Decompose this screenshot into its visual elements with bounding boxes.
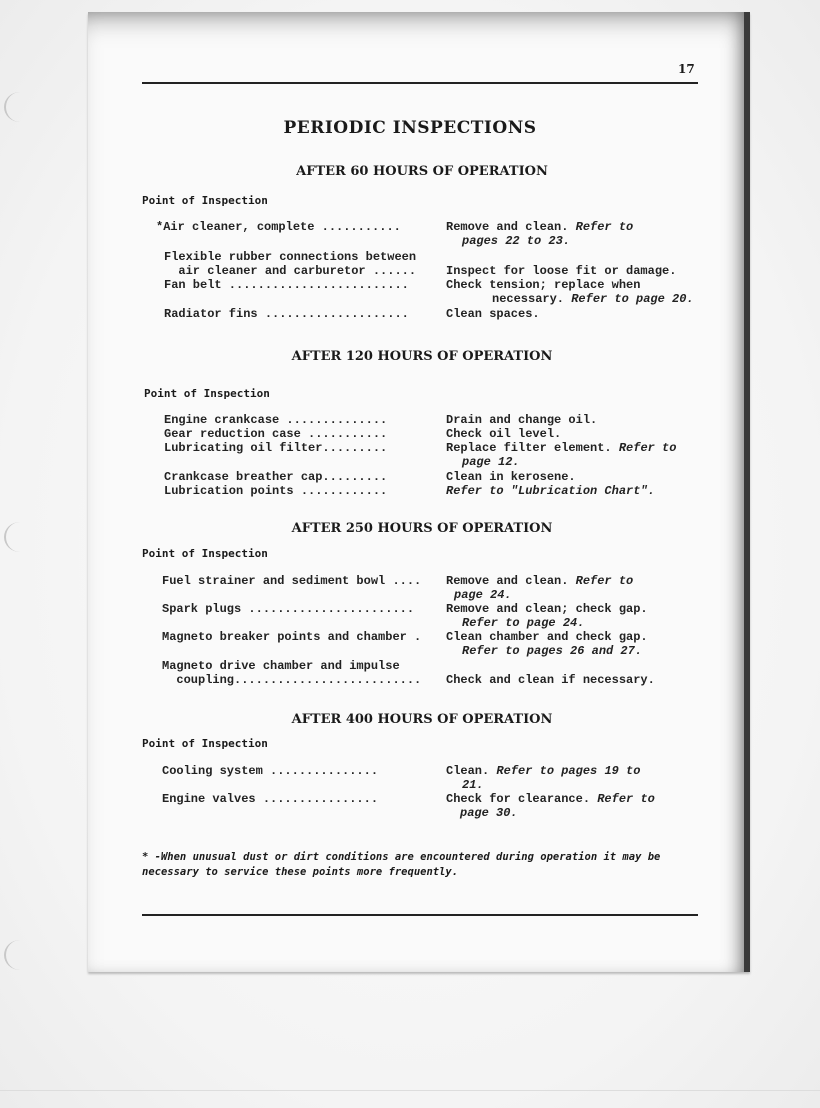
section-heading: AFTER 60 HOURS OF OPERATION <box>296 164 548 179</box>
inspection-action-cont: Refer to pages 26 and 27. <box>462 644 643 658</box>
inspection-item: Fan belt ......................... <box>164 278 409 292</box>
point-of-inspection-label: Point of Inspection <box>142 547 268 560</box>
section-heading: AFTER 120 HOURS OF OPERATION <box>291 349 553 364</box>
inspection-action: Remove and clean. Refer to <box>446 220 634 234</box>
inspection-item: Magneto drive chamber and impulse <box>162 659 400 673</box>
point-of-inspection-label: Point of Inspection <box>142 737 268 750</box>
inspection-item: Fuel strainer and sediment bowl .... <box>162 574 422 588</box>
page-title: PERIODIC INSPECTIONS <box>283 118 537 138</box>
inspection-action: Inspect for loose fit or damage. <box>446 264 677 278</box>
inspection-action-cont: 21. <box>462 778 484 792</box>
inspection-action: Clean in kerosene. <box>446 470 576 484</box>
inspection-item: Lubrication points ............ <box>164 484 388 498</box>
inspection-item: Radiator fins .................... <box>164 307 409 321</box>
inspection-action: Clean. Refer to pages 19 to <box>446 764 641 778</box>
inspection-action: Remove and clean. Refer to <box>446 574 634 588</box>
inspection-action-cont: necessary. Refer to page 20. <box>492 292 694 306</box>
inspection-action-cont: page 12. <box>462 455 520 469</box>
point-of-inspection-label: Point of Inspection <box>144 387 270 400</box>
section-heading: AFTER 250 HOURS OF OPERATION <box>291 521 553 536</box>
inspection-action: Clean chamber and check gap. <box>446 630 648 644</box>
scan-edge-line <box>0 1090 820 1091</box>
inspection-item: Gear reduction case ........... <box>164 427 388 441</box>
page-number: 17 <box>678 62 695 76</box>
inspection-item: Lubricating oil filter......... <box>164 441 388 455</box>
inspection-action: Check and clean if necessary. <box>446 673 655 687</box>
footnote: * -When unusual dust or dirt conditions are encountered during operation it may be necessary to service these points more frequently. <box>142 851 661 878</box>
inspection-item: Engine valves ................ <box>162 792 379 806</box>
inspection-action: Drain and change oil. <box>446 413 598 427</box>
inspection-item: Flexible rubber connections between <box>164 250 417 264</box>
inspection-item: Magneto breaker points and chamber . <box>162 630 422 644</box>
inspection-action: Clean spaces. <box>446 307 540 321</box>
inspection-item: Crankcase breather cap......... <box>164 470 388 484</box>
inspection-action: Replace filter element. Refer to <box>446 441 677 455</box>
inspection-item: air cleaner and carburetor ...... <box>164 264 417 278</box>
inspection-action: Check oil level. <box>446 427 562 441</box>
bottom-rule <box>142 914 698 916</box>
inspection-action: Remove and clean; check gap. <box>446 602 648 616</box>
inspection-action: Refer to "Lubrication Chart". <box>446 484 655 498</box>
inspection-item: Engine crankcase .............. <box>164 413 388 427</box>
punch-hole-mark <box>4 940 36 970</box>
inspection-item: *Air cleaner, complete ........... <box>156 220 401 234</box>
inspection-item: coupling.......................... <box>162 673 422 687</box>
inspection-item: Cooling system ............... <box>162 764 379 778</box>
top-rule <box>142 82 698 84</box>
inspection-action: Check for clearance. Refer to <box>446 792 655 806</box>
inspection-item: Spark plugs ....................... <box>162 602 415 616</box>
inspection-action-cont: page 24. <box>454 588 512 602</box>
inspection-action: Check tension; replace when <box>446 278 641 292</box>
section-heading: AFTER 400 HOURS OF OPERATION <box>291 712 553 727</box>
inspection-action-cont: page 30. <box>460 806 518 820</box>
point-of-inspection-label: Point of Inspection <box>142 194 268 207</box>
inspection-action-cont: Refer to page 24. <box>462 616 585 630</box>
inspection-action-cont: pages 22 to 23. <box>462 234 571 248</box>
